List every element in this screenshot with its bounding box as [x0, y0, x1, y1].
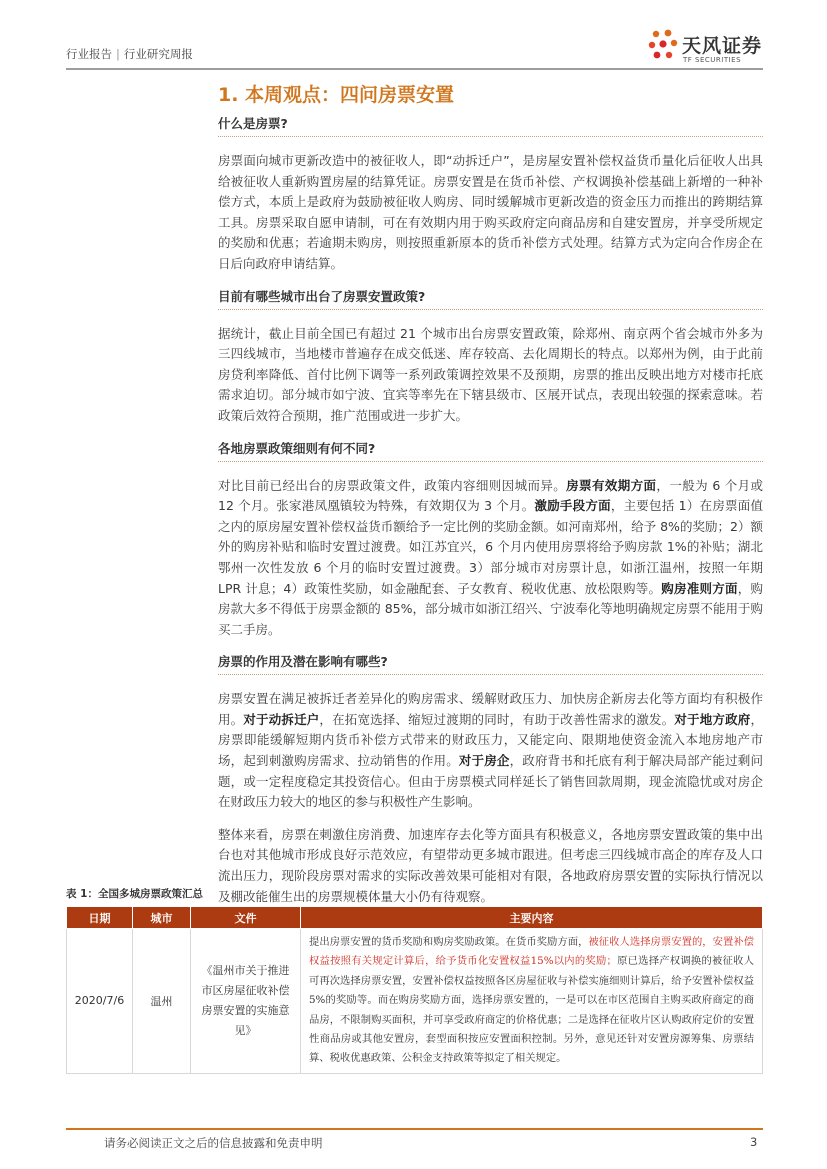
- qa-content: [218, 114, 763, 919]
- paragraph-text: ，主要包括 1）在房票面值之内的原房屋安置补偿权益货币额给予一定比例的奖励金额。如河南郑州，给予 8%的奖励；2）额外的购房补贴和临时安置过渡费。如江苏宜兴，6 个月内使用房票将给予购房款 1%的补贴；湖北鄂州一次性发放 6 个月的临时安置过渡费。3）部分城市对房票计息，如浙江温州，按照一年期 LPR 计息；4）政策性奖励，如金融配套、子女教育、税收优惠、放松限购等。: [218, 498, 763, 596]
- header-divider: [66, 68, 763, 70]
- question-heading: 目前有哪些城市出台了房票安置政策?: [218, 287, 763, 310]
- paragraph-text: 对比目前已经出台的房票政策文件，政策内容细则因城而异。: [218, 477, 567, 493]
- cell-text: 提出房票安置的货币奖励和购房奖励政策。在货币奖励方面，: [309, 936, 589, 948]
- column-header-city: 城市: [133, 907, 191, 929]
- question-heading: 房票的作用及潜在影响有哪些?: [218, 652, 763, 675]
- paragraph-text: ，房票即能缓解短期内货币补偿方式带来的财政压力，又能定向、限期地使资金流入本地房地产市场，起到刺激购房需求、拉动销售的作用。: [218, 711, 763, 769]
- page-number: 3: [750, 1135, 758, 1149]
- header-separator: |: [116, 47, 120, 61]
- question-heading: 各地房票政策细则有何不同?: [218, 439, 763, 462]
- cell-date: 2020/7/6: [67, 929, 133, 1074]
- answer-paragraph: [218, 476, 763, 641]
- answer-paragraph: [218, 324, 763, 427]
- paragraph-text: ，政府背书和托底有利于解决局部产能过剩问题，或一定程度稳定其投资信心。但由于房票模式同样延长了销售回款周期，现金流隐忧或对房企在财政压力较大的地区的参与积极性产生影响。: [218, 753, 763, 810]
- cell-document: 《温州市关于推进市区房屋征收补偿房票安置的实施意见》: [191, 929, 301, 1074]
- brand-name: 天风证券: [682, 35, 763, 57]
- report-header: [66, 46, 193, 62]
- table-header-row: [67, 907, 763, 929]
- emphasis-text: 激励手段方面: [534, 498, 611, 514]
- footer-disclaimer: 请务必阅读正文之后的信息披露和免责申明: [104, 1136, 323, 1150]
- paragraph-text: ，一般为 6 个月或 12 个月。张家港凤凰镇较为特殊，有效期仅为 3 个月。: [218, 477, 763, 514]
- policy-summary-table: [66, 906, 763, 1074]
- question-heading: 什么是房票?: [218, 114, 763, 137]
- section-title: 1. 本周观点：四问房票安置: [218, 84, 455, 106]
- header-report-subtype: 行业研究周报: [123, 47, 193, 61]
- header-report-type: 行业报告: [66, 47, 112, 61]
- column-header-main-content: 主要内容: [301, 907, 763, 929]
- emphasis-text: 房票有效期方面: [566, 477, 657, 493]
- emphasis-text: 购房准则方面: [661, 580, 738, 596]
- table-caption: 表 1：全国多城房票政策汇总: [66, 888, 203, 900]
- answer-paragraph: [218, 689, 763, 813]
- column-header-date: 日期: [67, 907, 133, 929]
- answer-paragraph: [218, 151, 763, 275]
- paragraph-text: ，购房款大多不得低于房票金额的 85%，部分城市如浙江绍兴、宁波奉化等地明确规定房票不能用于购买二手房。: [218, 580, 763, 637]
- brand-subtitle: TF SECURITIES: [683, 56, 742, 64]
- emphasis-text: 对于动拆迁户: [243, 711, 320, 727]
- cell-text: 原已选择产权调换的被征收人可再次选择房票安置，安置补偿权益按照各区房屋征收与补偿实施细则计算后，给予安置补偿权益5%的奖励等。而在购房奖励方面，选择房票安置的，一是可以在市区范围自主购买政府商定的商品房，不限制购买面积，并可享受政府商定的价格优惠；二是选择在征收片区认购政府定价的安置性商品房或其他安置房，套型面积按应安置面积控制。另外，意见还针对安置房源筹集、房票结算、税收优惠政策、公积金支持政策等拟定了相关规定。: [309, 955, 754, 1065]
- answer-paragraph: [218, 825, 763, 907]
- paragraph-text: ，在拓宽选择、缩短过渡期的同时，有助于改善性需求的激发。: [319, 711, 675, 727]
- emphasis-text: 对于地方政府: [674, 711, 751, 727]
- paragraph-text: 整体来看，房票在刺激住房消费、加速库存去化等方面具有积极意义，各地房票安置政策的集中出台也对其他城市形成良好示范效应，有望带动更多城市跟进。但考虑三四线城市高企的库存及人口流出压力，现阶段房票对需求的实际改善效果可能相对有限，各地政府房票安置的实际执行情况以及棚改能催生出的房票规模体量大小仍有待观察。: [218, 826, 763, 904]
- paragraph-text: 房票安置在满足被拆迁者差异化的购房需求、缓解财政压力、加快房企新房去化等方面均有积极作用。: [218, 691, 763, 727]
- column-header-document: 文件: [191, 907, 301, 929]
- emphasis-text: 对于房企: [458, 753, 510, 769]
- cell-main-content: [301, 929, 763, 1074]
- paragraph-text: 房票面向城市更新改造中的被征收人，即“动拆迁户”，是房屋安置补偿权益货币量化后征收人出具给被征收人重新购置房屋的结算凭证。房票安置是在货币补偿、产权调换补偿基础上新增的一种补偿方式，本质上是政府为鼓励被征收人购房、同时缓解城市更新改造的资金压力而推出的跨期结算工具。房票采取自愿申请制，可在有效期内用于购买政府定向商品房和自建安置房，并享受所规定的奖励和优惠；若逾期未购房，则按照重新原本的货币补偿方式处理。结算方式为定向合作房企在日后向政府申请结算。: [218, 153, 763, 271]
- highlighted-text: 被征收人选择房票安置的，安置补偿权益按照有关规定计算后，给予货币化安置权益15%以内的奖励；: [309, 936, 755, 968]
- paragraph-text: 据统计，截止目前全国已有超过 21 个城市出台房票安置政策，除郑州、南京两个省会城市外多为三四线城市，当地楼市普遍存在成交低迷、库存较高、去化周期长的特点。以郑州为例，由于此前房贷利率降低、首付比例下调等一系列政策调控效果不及预期，房票的推出反映出地方对楼市托底需求迫切。部分城市如宁波、宜宾等率先在下辖县级市、区展开试点，表现出较强的探索意味。若政策后效符合预期，推广范围或进一步扩大。: [218, 325, 763, 423]
- cell-city: 温州: [133, 929, 191, 1074]
- footer-divider: [66, 1128, 763, 1130]
- table-row: [67, 929, 763, 1074]
